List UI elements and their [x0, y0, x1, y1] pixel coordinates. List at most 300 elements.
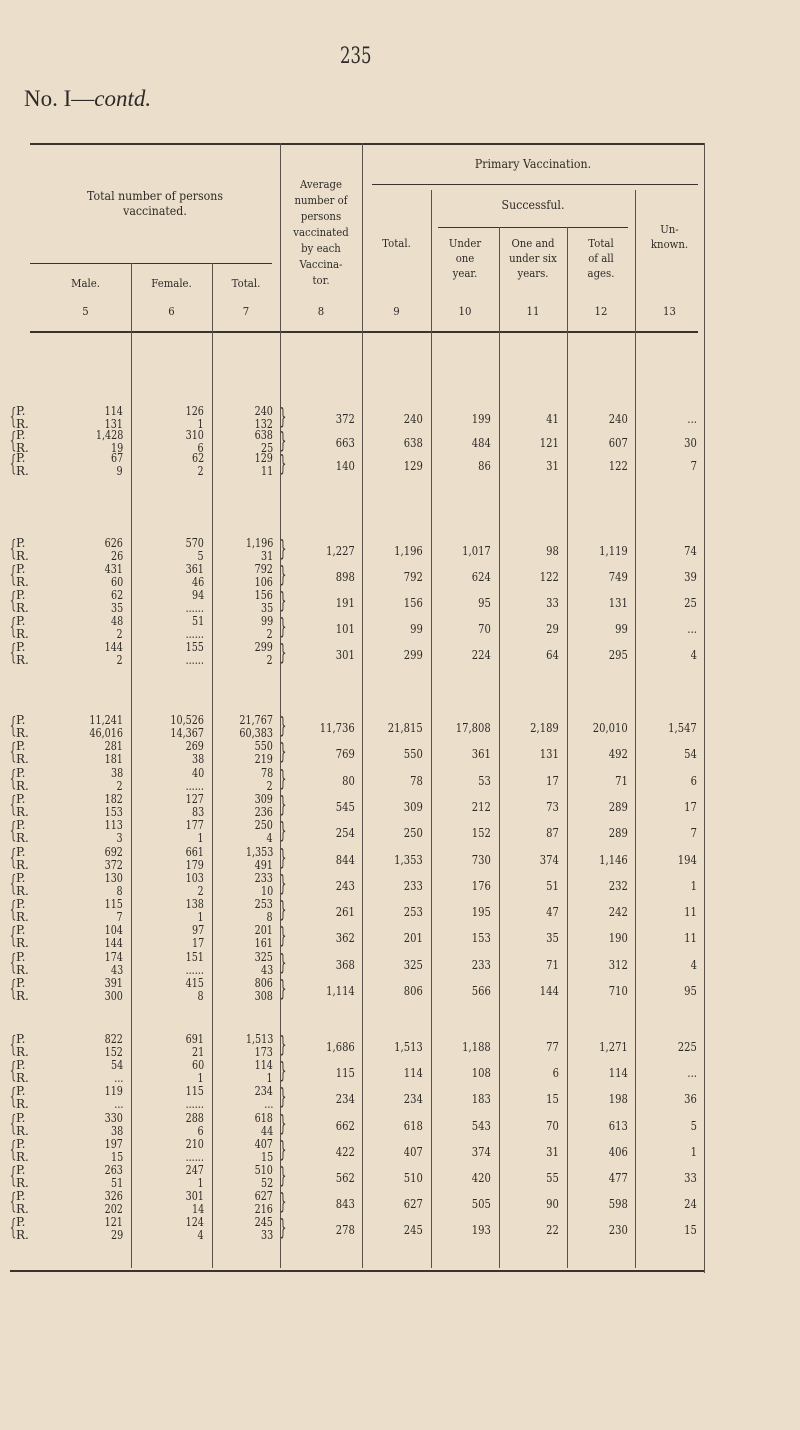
cell-col-12: 1,271	[599, 1039, 628, 1054]
cell-col-8: 11,736	[320, 720, 355, 735]
cell-r-total: 161	[254, 936, 273, 951]
cell-p-male: 119	[104, 1084, 123, 1099]
cell-col-12: 295	[608, 647, 628, 662]
row-label-p: P.	[16, 923, 26, 938]
cell-col-10: 195	[471, 904, 491, 920]
cell-col-13: 7	[690, 458, 697, 474]
cell-col-12: 289	[608, 798, 628, 814]
cell-r-male: 3	[116, 831, 123, 846]
cell-p-male: 182	[104, 791, 123, 806]
cell-p-female: 155	[185, 640, 204, 654]
cell-col-11: 90	[546, 1196, 559, 1212]
cell-col-12: 198	[608, 1091, 628, 1107]
cell-col-8: 843	[335, 1196, 355, 1212]
left-brace-icon: {	[9, 452, 17, 478]
cell-col-11: 73	[546, 798, 559, 814]
header-total-persons: Total number of persons vaccinated.	[86, 188, 224, 218]
left-brace-icon: {	[9, 405, 17, 430]
page-number: 235	[340, 44, 372, 69]
cell-r-female: ......	[185, 1149, 204, 1164]
cell-col-12: 613	[608, 1117, 628, 1133]
cell-r-total: 31	[260, 549, 273, 563]
left-brace-icon: {	[9, 950, 17, 976]
right-brace-icon: }	[279, 428, 287, 454]
row-label-r: R.	[16, 804, 29, 819]
cell-r-female: 179	[185, 857, 204, 872]
cell-r-female: ......	[185, 653, 204, 667]
row-label-r: R.	[16, 989, 29, 1003]
cell-p-male: 121	[104, 1215, 123, 1230]
cell-col-12: 598	[608, 1196, 628, 1212]
cell-col-8: 234	[335, 1091, 355, 1107]
cell-r-male: ...	[113, 1071, 123, 1086]
cell-col-8: 663	[335, 434, 355, 450]
row-label-r: R.	[16, 1149, 29, 1164]
cell-col-10: 212	[471, 798, 491, 814]
cell-p-total: 114	[254, 1058, 273, 1073]
bottom-rule	[10, 1270, 704, 1272]
cell-col-13: 4	[690, 647, 697, 662]
row-label-p: P.	[16, 791, 26, 806]
cell-col-13: 11	[684, 904, 697, 920]
right-brace-icon: }	[279, 977, 287, 1002]
cell-col-10: 543	[471, 1117, 491, 1133]
cell-p-total: 250	[254, 818, 273, 833]
cell-col-8: 844	[335, 851, 355, 867]
cell-col-13: 30	[684, 434, 697, 450]
cell-p-male: 38	[110, 765, 123, 780]
cell-col-12: 242	[608, 904, 628, 920]
cell-p-total: 234	[254, 1084, 273, 1099]
cell-col-11: 374	[539, 851, 559, 867]
cell-col-12: 289	[608, 825, 628, 841]
cell-col-8: 1,114	[326, 983, 355, 998]
row-label-p: P.	[16, 1084, 26, 1099]
header-under-one	[435, 236, 495, 281]
cell-col-13: 36	[684, 1091, 697, 1107]
cell-col-9: 1,513	[394, 1039, 423, 1054]
cell-col-13: 1,547	[668, 720, 697, 735]
cell-col-12: 99	[615, 621, 628, 636]
cell-p-total: 627	[254, 1189, 273, 1204]
cell-col-8: 362	[335, 930, 355, 946]
cell-col-9: 233	[403, 877, 423, 893]
cell-r-female: ......	[185, 601, 204, 615]
cell-r-female: 1	[197, 417, 204, 431]
cell-col-8: 115	[335, 1065, 355, 1081]
cell-col-11: 87	[546, 825, 559, 841]
cell-p-female: 288	[185, 1110, 204, 1125]
cell-r-male: 2	[116, 778, 123, 793]
cell-r-female: 6	[197, 440, 204, 455]
column-number: 6	[168, 304, 175, 318]
cell-p-female: 570	[185, 536, 204, 550]
cell-p-total: 792	[254, 562, 273, 576]
left-brace-icon: {	[9, 615, 17, 640]
row-label-r: R.	[16, 883, 29, 898]
cell-col-12: 240	[608, 411, 628, 426]
successful-rule	[438, 227, 628, 228]
cell-p-male: 822	[104, 1032, 123, 1046]
cell-col-11: 31	[546, 458, 559, 474]
cell-col-9: 1,353	[394, 851, 423, 867]
right-brace-icon: }	[279, 1033, 287, 1058]
right-brace-icon: }	[279, 740, 287, 766]
cell-r-total: 60,383	[239, 726, 273, 740]
cell-col-11: 55	[546, 1170, 559, 1185]
cell-p-female: 247	[185, 1163, 204, 1177]
row-label-r: R.	[16, 601, 29, 615]
cell-col-10: 95	[478, 595, 491, 610]
header-line: Average	[300, 177, 342, 191]
left-brace-icon: {	[9, 977, 17, 1002]
cell-p-total: 618	[254, 1110, 273, 1125]
cell-r-total: 33	[260, 1228, 273, 1243]
left-brace-icon: {	[9, 766, 17, 792]
right-brace-icon: }	[279, 1111, 287, 1137]
cell-r-total: 132	[254, 417, 273, 431]
cell-p-female: 661	[185, 844, 204, 859]
cell-col-11: 122	[539, 569, 559, 584]
cell-col-9: 299	[403, 647, 423, 662]
header-line: tor.	[312, 273, 330, 287]
row-label-p: P.	[16, 451, 26, 466]
left-brace-icon: {	[9, 792, 17, 818]
header-line: one	[455, 251, 475, 265]
cell-col-9: 1,196	[394, 543, 423, 558]
cell-col-10: 361	[471, 746, 491, 762]
cell-col-13: 17	[684, 798, 697, 814]
row-label-p: P.	[16, 713, 26, 727]
cell-p-female: 127	[185, 791, 204, 806]
cell-r-female: 8	[197, 989, 204, 1003]
left-brace-icon: {	[9, 428, 17, 454]
header-line: Total	[588, 236, 614, 250]
cell-p-female: 103	[185, 870, 204, 885]
cell-col-11: 131	[539, 746, 559, 762]
cell-p-male: 1,428	[95, 427, 123, 442]
right-brace-icon: }	[279, 924, 287, 950]
title-italic: contd.	[94, 86, 152, 111]
cell-p-female: 62	[191, 451, 204, 466]
cell-col-13: ...	[687, 411, 697, 426]
header-line: Under	[448, 236, 482, 250]
cell-r-female: 4	[197, 1228, 204, 1243]
cell-col-8: 278	[335, 1222, 355, 1238]
cell-col-10: 199	[471, 411, 491, 426]
left-brace-icon: {	[9, 1164, 17, 1189]
cell-col-10: 176	[471, 877, 491, 893]
cell-col-13: 1	[690, 877, 697, 893]
row-label-p: P.	[16, 844, 26, 859]
column-number: 13	[663, 304, 676, 318]
row-label-r: R.	[16, 1202, 29, 1217]
cell-col-13: 7	[690, 825, 697, 841]
cell-r-female: 1	[197, 910, 204, 925]
right-brace-icon: }	[279, 615, 287, 640]
cell-p-female: 138	[185, 897, 204, 912]
cell-p-male: 130	[104, 870, 123, 885]
cell-r-male: 43	[110, 962, 123, 977]
cell-col-10: 152	[471, 825, 491, 841]
cell-col-12: 749	[608, 569, 628, 584]
cell-col-13: 54	[684, 746, 697, 762]
left-brace-icon: {	[9, 1111, 17, 1137]
cell-r-total: 173	[254, 1045, 273, 1059]
cell-col-9: 156	[403, 595, 423, 610]
cell-p-male: 391	[104, 976, 123, 990]
cell-col-11: 6	[552, 1065, 559, 1081]
cell-col-10: 153	[471, 930, 491, 946]
cell-p-female: 301	[185, 1189, 204, 1204]
cell-col-10: 505	[471, 1196, 491, 1212]
row-label-r: R.	[16, 1228, 29, 1243]
left-brace-icon: {	[9, 714, 17, 739]
cell-col-9: 792	[403, 569, 423, 584]
col-divider	[431, 190, 432, 1268]
right-brace-icon: }	[279, 1059, 287, 1085]
cell-p-female: 60	[191, 1058, 204, 1073]
left-brace-icon: {	[9, 641, 17, 666]
cell-r-male: 46,016	[89, 726, 123, 740]
cell-col-8: 261	[335, 904, 355, 920]
cell-r-female: 2	[197, 883, 204, 898]
cell-col-11: 31	[546, 1143, 559, 1159]
cell-col-10: 566	[471, 983, 491, 998]
row-label-p: P.	[16, 1058, 26, 1073]
row-label-r: R.	[16, 1071, 29, 1086]
row-label-r: R.	[16, 936, 29, 951]
header-line: One and	[511, 236, 555, 250]
cell-r-total: 236	[254, 804, 273, 819]
row-label-r: R.	[16, 464, 29, 479]
right-brace-icon: }	[279, 1190, 287, 1216]
cell-col-10: 53	[478, 772, 491, 788]
cell-r-male: 131	[104, 417, 123, 431]
sex-rule	[30, 263, 272, 264]
cell-r-total: 2	[266, 627, 273, 641]
cell-col-11: 2,189	[530, 720, 559, 735]
cell-col-9: 309	[403, 798, 423, 814]
cell-col-9: 407	[403, 1143, 423, 1159]
cell-p-total: 407	[254, 1136, 273, 1151]
cell-col-13: 74	[684, 543, 697, 558]
cell-r-total: ...	[263, 1097, 273, 1112]
cell-p-female: 361	[185, 562, 204, 576]
cell-p-male: 174	[104, 949, 123, 964]
header-line: Vaccina-	[299, 257, 343, 271]
cell-col-10: 484	[471, 434, 491, 450]
cell-p-female: 177	[185, 818, 204, 833]
column-number: 10	[458, 304, 472, 318]
cell-p-total: 550	[254, 739, 273, 754]
cell-col-11: 144	[539, 983, 559, 998]
cell-p-total: 240	[254, 404, 273, 418]
cell-col-12: 406	[608, 1143, 628, 1159]
cell-col-11: 51	[546, 877, 559, 893]
cell-col-10: 108	[471, 1065, 491, 1081]
cell-r-male: 152	[104, 1045, 123, 1059]
cell-r-total: 43	[260, 962, 273, 977]
cell-r-male: 372	[104, 857, 123, 872]
cell-r-female: 21	[191, 1045, 204, 1059]
right-brace-icon: }	[279, 641, 287, 666]
cell-r-total: 106	[254, 575, 273, 589]
cell-r-female: 1	[197, 1176, 204, 1190]
cell-p-total: 1,353	[245, 844, 273, 859]
cell-r-male: 144	[104, 936, 123, 951]
cell-r-male: 153	[104, 804, 123, 819]
left-brace-icon: {	[9, 1059, 17, 1085]
cell-col-8: 898	[335, 569, 355, 584]
cell-col-12: 122	[608, 458, 628, 474]
row-label-p: P.	[16, 765, 26, 780]
header-total-all	[571, 236, 631, 281]
cell-col-13: 4	[690, 956, 697, 972]
row-label-r: R.	[16, 778, 29, 793]
header-line: ages.	[587, 266, 615, 280]
cell-col-10: 233	[471, 956, 491, 972]
cell-p-female: 151	[185, 949, 204, 964]
cell-col-9: 550	[403, 746, 423, 762]
cell-r-male: 8	[116, 883, 123, 898]
cell-col-12: 1,119	[599, 543, 628, 558]
column-number: 7	[242, 304, 250, 318]
cell-r-male: 35	[110, 601, 123, 615]
col-divider	[704, 143, 705, 1273]
row-label-r: R.	[16, 752, 29, 767]
left-brace-icon: {	[9, 1033, 17, 1058]
cell-r-female: ......	[185, 627, 204, 641]
cell-p-female: 126	[185, 404, 204, 418]
cell-p-male: 62	[110, 588, 123, 602]
cell-r-total: 4	[266, 831, 273, 846]
header-line: under six	[509, 251, 557, 265]
cell-p-male: 54	[110, 1058, 123, 1073]
cell-col-9: 245	[403, 1222, 423, 1238]
cell-col-12: 131	[608, 595, 628, 610]
row-label-r: R.	[16, 962, 29, 977]
cell-p-female: 210	[185, 1136, 204, 1151]
cell-col-11: 41	[546, 411, 559, 426]
row-label-r: R.	[16, 910, 29, 925]
cell-r-female: 14	[191, 1202, 204, 1217]
cell-p-total: 233	[254, 870, 273, 885]
cell-p-female: 10,526	[170, 713, 204, 727]
left-brace-icon: {	[9, 1190, 17, 1216]
row-label-r: R.	[16, 417, 29, 431]
cell-r-male: 15	[110, 1149, 123, 1164]
cell-col-12: 710	[608, 983, 628, 998]
cell-col-12: 477	[608, 1170, 628, 1185]
right-brace-icon: }	[279, 1137, 287, 1163]
cell-p-total: 1,196	[245, 536, 273, 550]
left-brace-icon: {	[9, 819, 17, 845]
cell-col-12: 114	[608, 1065, 628, 1081]
cell-col-13: 6	[690, 772, 697, 788]
cell-r-female: 1	[197, 831, 204, 846]
cell-p-female: 691	[185, 1032, 204, 1046]
cell-p-total: 510	[254, 1163, 273, 1177]
cell-r-male: ...	[113, 1097, 123, 1112]
cell-col-9: 253	[403, 904, 423, 920]
cell-col-10: 86	[478, 458, 491, 474]
cell-r-male: 2	[116, 653, 123, 667]
cell-r-total: 216	[254, 1202, 273, 1217]
col-divider	[131, 263, 132, 1268]
cell-r-total: 2	[266, 653, 273, 667]
cell-col-9: 627	[403, 1196, 423, 1212]
cell-col-11: 71	[546, 956, 559, 972]
cell-r-male: 2	[116, 627, 123, 641]
right-brace-icon: }	[279, 845, 287, 871]
cell-r-male: 202	[104, 1202, 123, 1217]
cell-r-female: 38	[191, 752, 204, 767]
cell-col-8: 1,686	[326, 1039, 355, 1054]
header-male: Male.	[71, 276, 100, 290]
row-label-r: R.	[16, 726, 29, 740]
cell-col-8: 662	[335, 1117, 355, 1133]
cell-col-10: 420	[471, 1170, 491, 1185]
cell-p-male: 104	[104, 923, 123, 938]
cell-r-female: 5	[197, 549, 204, 563]
cell-r-male: 19	[110, 440, 123, 455]
right-brace-icon: }	[279, 819, 287, 845]
col-divider	[499, 227, 500, 1268]
cell-col-12: 232	[608, 877, 628, 893]
cell-p-total: 638	[254, 427, 273, 442]
cell-r-total: 308	[254, 989, 273, 1003]
cell-p-total: 253	[254, 897, 273, 912]
cell-p-total: 806	[254, 976, 273, 990]
col-divider	[567, 227, 568, 1268]
cell-col-8: 368	[335, 956, 355, 972]
cell-p-male: 281	[104, 739, 123, 754]
cell-col-9: 99	[410, 621, 423, 636]
cell-r-female: 2	[197, 464, 204, 479]
right-brace-icon: }	[279, 1164, 287, 1189]
header-line: number of	[294, 193, 348, 207]
cell-p-male: 114	[104, 404, 123, 418]
col-divider	[362, 143, 363, 1268]
header-primary: Primary Vaccination.	[474, 156, 592, 171]
cell-col-13: 11	[684, 930, 697, 946]
right-brace-icon: }	[279, 714, 287, 739]
row-label-r: R.	[16, 549, 29, 563]
cell-col-10: 624	[471, 569, 491, 584]
cell-col-11: 17	[546, 772, 559, 788]
cell-p-male: 692	[104, 844, 123, 859]
col-divider	[212, 263, 213, 1268]
cell-r-male: 51	[110, 1176, 123, 1190]
cell-col-12: 312	[608, 956, 628, 972]
cell-r-total: 44	[260, 1123, 273, 1138]
cell-col-8: 562	[335, 1170, 355, 1185]
cell-p-total: 299	[254, 640, 273, 654]
row-label-p: P.	[16, 1136, 26, 1151]
cell-p-female: 415	[185, 976, 204, 990]
cell-p-total: 78	[260, 765, 273, 780]
header-line: vaccinated	[293, 225, 349, 239]
cell-r-total: 1	[266, 1071, 273, 1086]
cell-col-10: 193	[471, 1222, 491, 1238]
cell-r-female: ......	[185, 1097, 204, 1112]
left-brace-icon: {	[9, 871, 17, 897]
row-label-r: R.	[16, 627, 29, 641]
cell-col-13: 25	[684, 595, 697, 610]
cell-r-total: 15	[260, 1149, 273, 1164]
row-label-r: R.	[16, 1176, 29, 1190]
